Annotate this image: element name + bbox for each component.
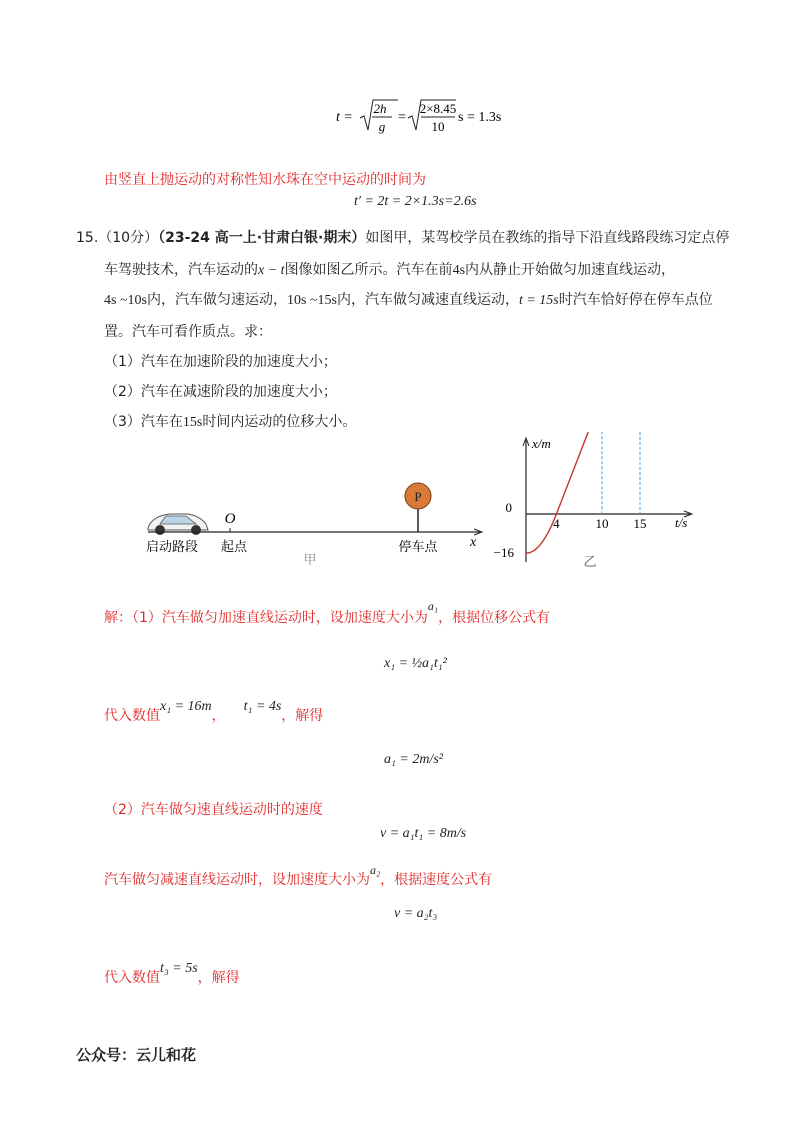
y-tick-neg16: −16 bbox=[493, 545, 514, 561]
problem-text: 内，汽车做匀减速直线运动， bbox=[336, 292, 519, 308]
eq1-tail: s = 1.3s bbox=[458, 110, 502, 125]
footer-account: 公众号：云儿和花 bbox=[76, 1046, 197, 1064]
solution-text: ， bbox=[211, 708, 226, 724]
question-1: （1）汽车在加速阶段的加速度大小； bbox=[104, 354, 337, 370]
eq1-num1: 2h bbox=[373, 101, 387, 116]
question-3 bbox=[104, 412, 356, 433]
equation-a1-result: a₁ = 2m/s² bbox=[384, 752, 443, 767]
value-x1: x₁ = 16m bbox=[160, 699, 212, 714]
value-t3: t₃ = 5s bbox=[160, 961, 198, 976]
solution-text: 代入数值 bbox=[104, 708, 160, 724]
axis-x-label: x bbox=[470, 535, 477, 550]
solution-text: 代入数值 bbox=[104, 970, 160, 986]
var-15s: 15s bbox=[182, 415, 203, 430]
y-tick-0: 0 bbox=[505, 500, 512, 515]
figure-yi-chart bbox=[490, 432, 700, 572]
problem-text: 时间内运动的位移大小。 bbox=[202, 414, 357, 430]
substitute-line-1 bbox=[104, 699, 324, 727]
symmetry-statement: 由竖直上抛运动的对称性知水珠在空中运动的时间为 bbox=[104, 172, 426, 188]
origin-label-O: O bbox=[224, 511, 236, 527]
solution-text: ，解得 bbox=[197, 970, 240, 986]
start-segment-label: 启动路段 bbox=[145, 539, 199, 554]
problem-line-3 bbox=[104, 290, 713, 311]
question-2: （2）汽车在减速阶段的加速度大小； bbox=[104, 384, 337, 400]
y-axis-label: x/m bbox=[532, 436, 551, 451]
equation-total-time: t′ = 2t = 2×1.3s=2.6s bbox=[354, 194, 477, 209]
problem-points: （10分） bbox=[98, 230, 159, 246]
eq1-den1: g bbox=[378, 119, 386, 134]
solution-text: ，解得 bbox=[281, 708, 324, 724]
equation-v-a2t3: v = a₂t₃ bbox=[394, 906, 438, 921]
origin-point-label: 起点 bbox=[220, 539, 248, 554]
var-t15: t = 15s bbox=[518, 293, 559, 308]
problem-text: 时汽车恰好停在停车点位 bbox=[558, 292, 713, 308]
solution-step-3 bbox=[104, 863, 493, 890]
problem-text: 车驾驶技术，汽车运动的 bbox=[104, 262, 258, 278]
problem-text: （3）汽车在 bbox=[104, 414, 183, 430]
problem-line-4: 置。汽车可看作质点。求： bbox=[104, 324, 272, 340]
problem-number: 15. bbox=[76, 230, 99, 246]
solution-step-1 bbox=[104, 599, 551, 628]
equation-velocity: v = a₁t₁ = 8m/s bbox=[380, 826, 467, 841]
problem-text: 图像如图乙所示。汽车在前 bbox=[284, 262, 453, 278]
solution-step-2: （2）汽车做匀速直线运动时的速度 bbox=[104, 802, 323, 818]
problem-line-2 bbox=[104, 260, 675, 281]
problem-source: （23-24 高一上·甘肃白银·期末） bbox=[158, 230, 366, 246]
x-tick-15: 15 bbox=[633, 516, 647, 531]
substitute-line-2 bbox=[104, 961, 240, 989]
eq1-lhs: t = bbox=[336, 110, 353, 125]
stop-sign-P: P bbox=[414, 489, 422, 504]
caption-yi: 乙 bbox=[583, 554, 597, 569]
x-axis-label: t/s bbox=[675, 515, 688, 530]
stop-point-label: 停车点 bbox=[398, 539, 438, 554]
figure-jia bbox=[130, 470, 500, 570]
eq1-eq: = bbox=[398, 110, 406, 125]
solution-text: 解：（1）汽车做匀加速直线运动时，设加速度大小为 bbox=[104, 610, 428, 626]
problem-text: 内，汽车做匀速运动， bbox=[146, 292, 287, 308]
x-tick-10: 10 bbox=[595, 516, 609, 531]
var-a2: a₂ bbox=[370, 863, 381, 877]
caption-jia: 甲 bbox=[303, 552, 317, 567]
var-a1: a₁ bbox=[427, 599, 439, 613]
solution-text: ，根据位移公式有 bbox=[438, 610, 551, 626]
solution-text: 汽车做匀减速直线运动时，设加速度大小为 bbox=[104, 872, 370, 888]
equation-fall-time bbox=[330, 96, 510, 140]
eq1-den2: 10 bbox=[431, 119, 445, 134]
eq1-num2: 2×8.45 bbox=[419, 101, 457, 116]
value-t1: t₁ = 4s bbox=[243, 699, 282, 714]
x-tick-4: 4 bbox=[553, 516, 560, 531]
var-4s: 4s bbox=[452, 263, 466, 278]
problem-text: 内从静止开始做匀加速直线运动， bbox=[465, 262, 676, 278]
equation-displacement: x₁ = ½a₁t₁² bbox=[384, 656, 447, 671]
problem-text: 如图甲，某驾校学员在教练的指导下沿直线路段练习定点停 bbox=[365, 230, 730, 246]
var-4-10s: 4s ~10s bbox=[104, 293, 147, 308]
var-xt: x − t bbox=[258, 263, 285, 278]
problem-line-1 bbox=[76, 228, 729, 248]
solution-text: ，根据速度公式有 bbox=[380, 872, 493, 888]
var-10-15s: 10s ~15s bbox=[286, 293, 337, 308]
